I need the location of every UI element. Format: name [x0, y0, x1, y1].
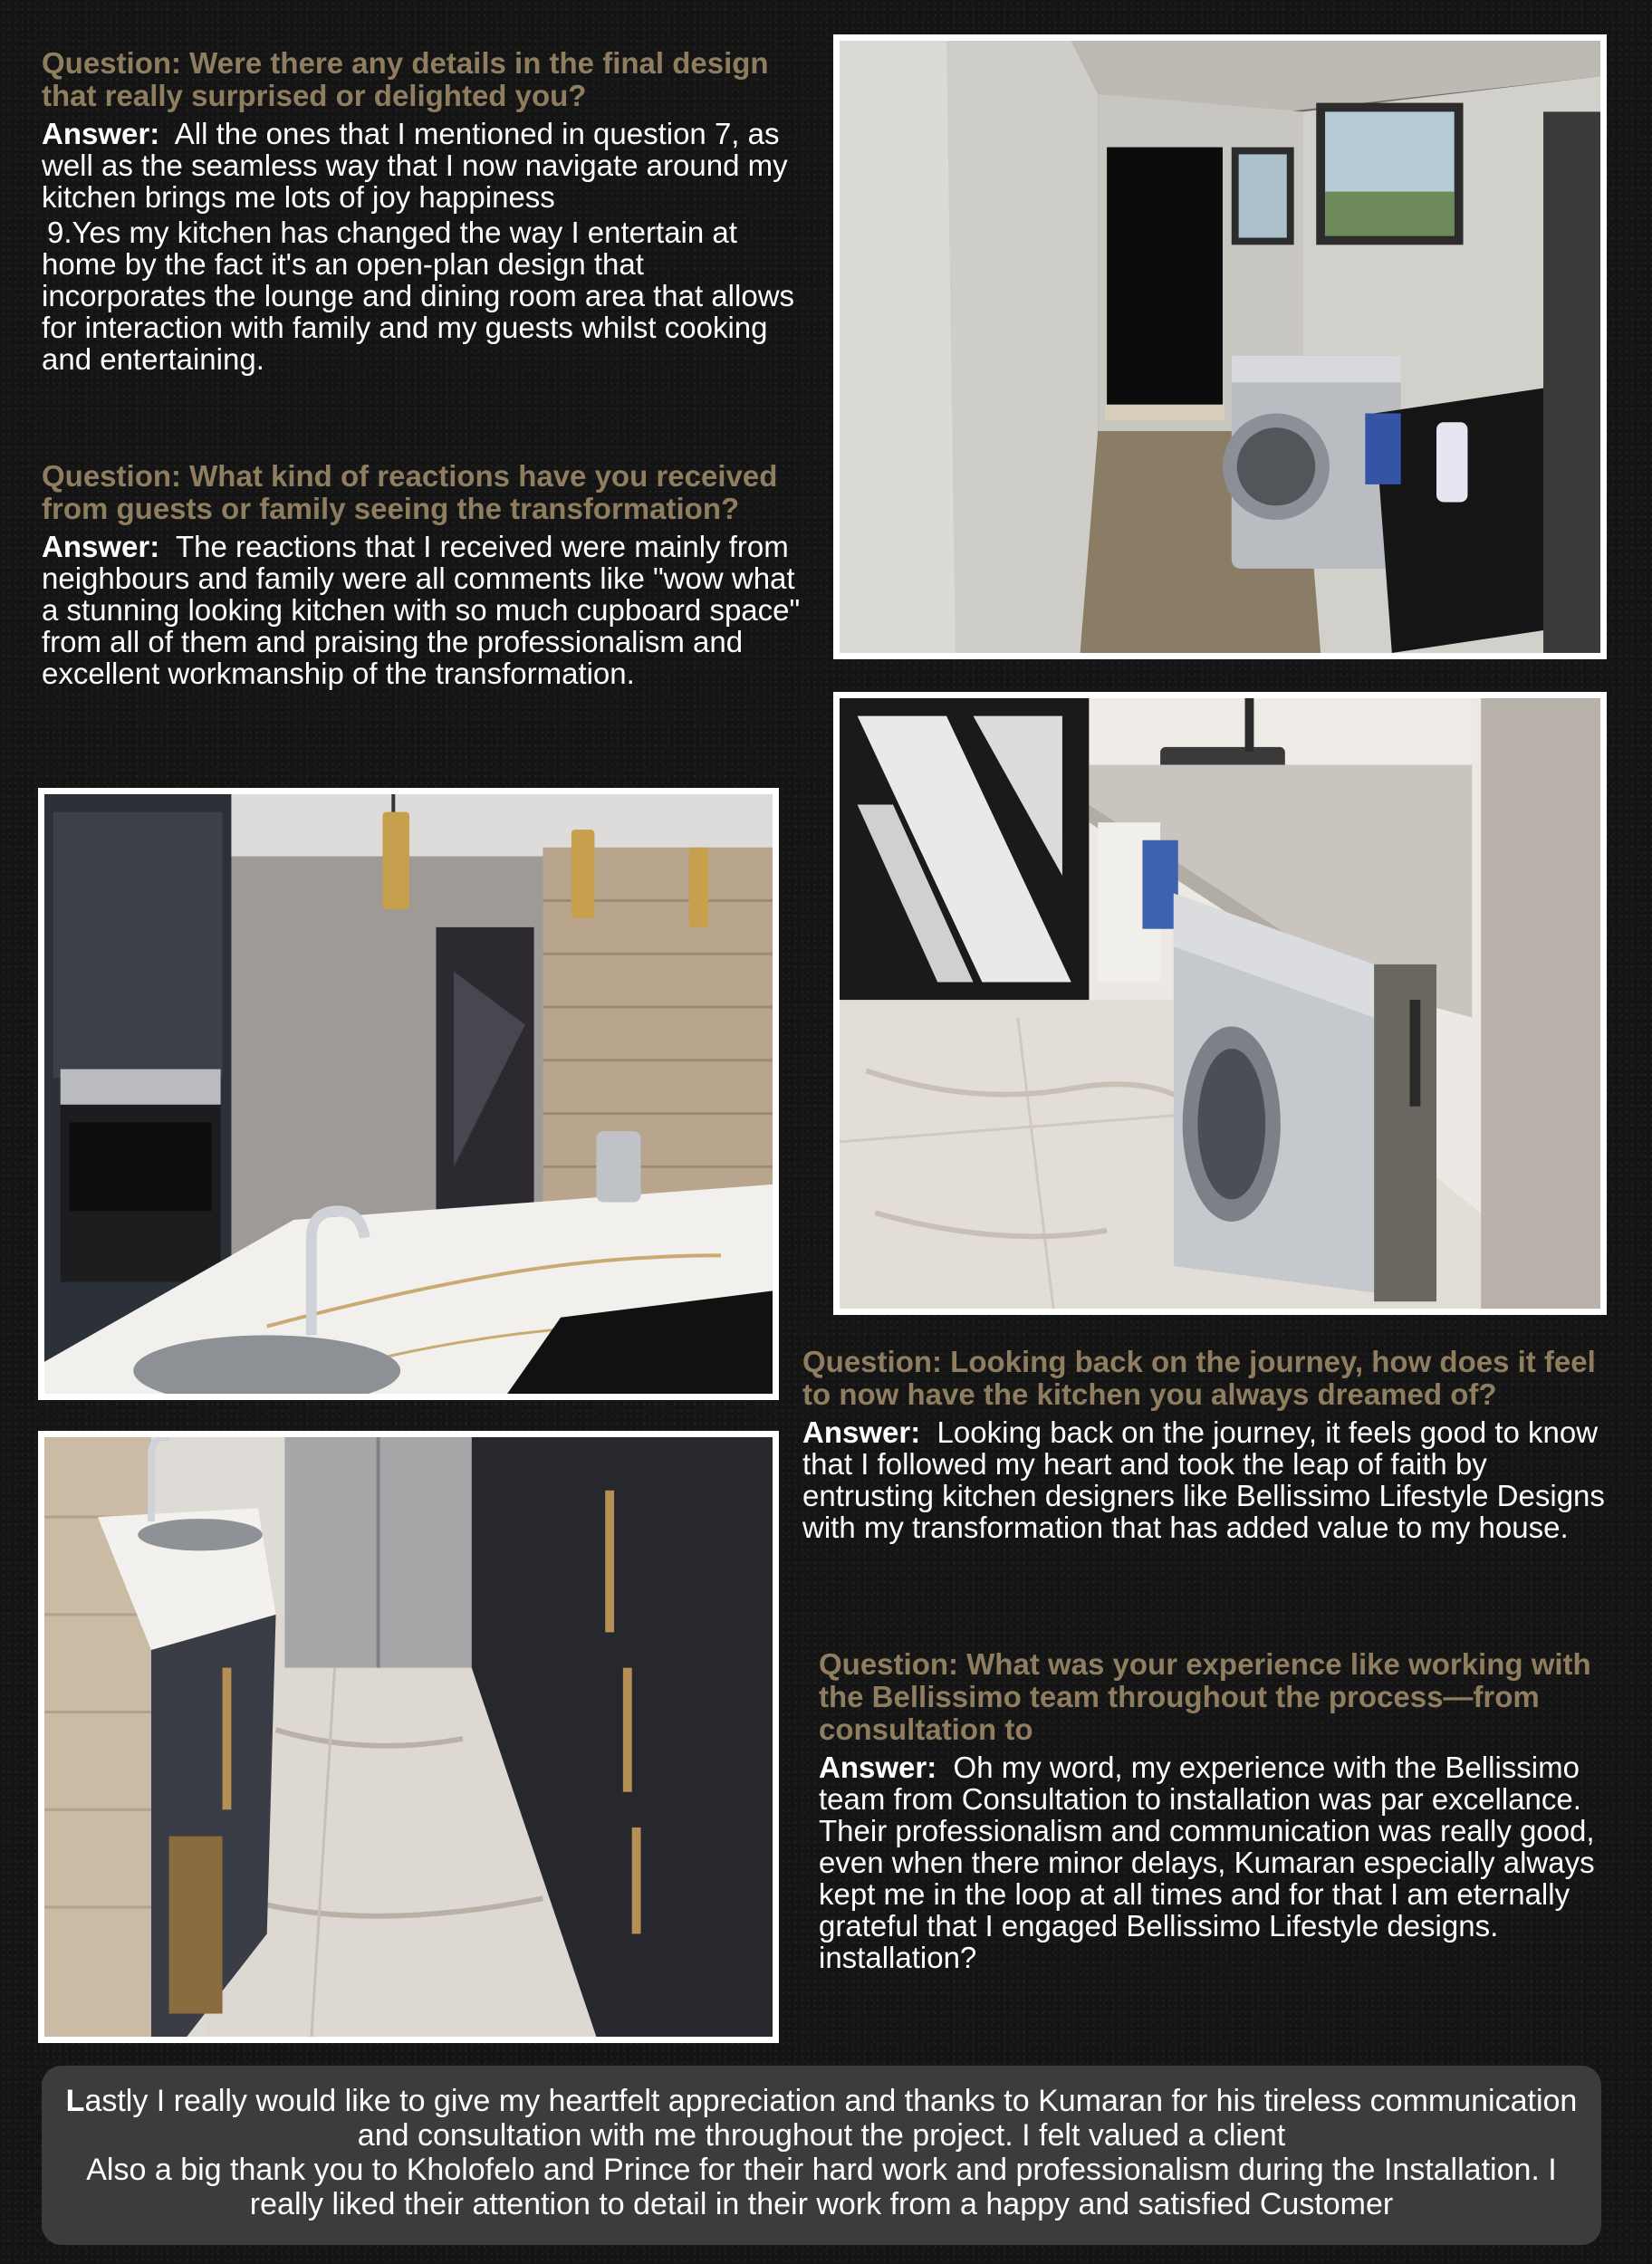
answer-text: The reactions that I received were mainly from neighbours and family were all comments like "wow what a stunning looking kitchen with so much cupboard space" from all of them and praising the professionalism and excellent workmanship of the transformation.: [42, 530, 801, 690]
answer-label: Answer:: [802, 1415, 921, 1449]
section-journey: [802, 1346, 1618, 1543]
answer-text: All the ones that I mentioned in question 7, as well as the seamless way that I now navigate around my kitchen brings me lots of joy happiness: [42, 117, 788, 214]
question-surprised: Question: Were there any details in the final design that really surprised or delighted you?: [42, 46, 769, 112]
kitchen-aisle-photo: [38, 1431, 779, 2043]
answer-reactions: [42, 531, 802, 689]
question-journey: Question: Looking back on the journey, how does it feel to now have the kitchen you always dreamed of?: [802, 1345, 1596, 1411]
closing-line-2: Also a big thank you to Kholofelo and Prince for their hard work and professionalism during the Installation. I really liked their attention to detail in their work from a happy and satisfied Customer: [86, 2153, 1557, 2221]
closing-line-1: [60, 2084, 1583, 2153]
answer-label: Answer:: [42, 117, 160, 150]
section-surprised: [42, 47, 802, 375]
section-experience: [819, 1648, 1603, 1973]
section-reactions: [42, 460, 802, 689]
closing-first-letter: L: [65, 2084, 85, 2118]
answer-label: Answer:: [42, 530, 160, 563]
answer-surprised: [42, 118, 802, 213]
answer-text: Looking back on the journey, it feels good to know that I followed my heart and took the leap of faith by entrusting kitchen designers like Bellissimo Lifestyle Designs with my transformation that has added value to my house.: [802, 1415, 1605, 1544]
closing-note: [42, 2066, 1601, 2245]
answer-extra: 9.Yes my kitchen has changed the way I entertain at home by the fact it's an open-plan design that incorporates the lounge and dining room area that allows for interaction with family and my guests whilst cooking and entertaining.: [42, 216, 795, 376]
answer-trailing: installation?: [819, 1941, 977, 1974]
answer-journey: [802, 1416, 1618, 1543]
before-laundry-photo: [833, 34, 1607, 659]
after-laundry-photo: [833, 692, 1607, 1315]
question-experience: Question: What was your experience like working with the Bellissimo team throughout the process—from consultation to: [819, 1647, 1591, 1746]
question-reactions: Question: What kind of reactions have you received from guests or family seeing the transformation?: [42, 459, 778, 525]
answer-experience: [819, 1751, 1603, 1942]
answer-label: Answer:: [819, 1751, 937, 1784]
kitchen-island-photo: [38, 788, 779, 1400]
answer-text: Oh my word, my experience with the Bellissimo team from Consultation to installation was par excellance. Their professionalism and communication was really good, even when there minor delays, Kumaran especially always kept me in the loop at all times and for that I am eternally grateful that I engaged Bellissimo Lifestyle designs.: [819, 1751, 1595, 1943]
closing-line-1-text: astly I really would like to give my heartfelt appreciation and thanks to Kumaran for his tireless communication and consultation with me throughout the project. I felt valued a client: [84, 2084, 1578, 2153]
